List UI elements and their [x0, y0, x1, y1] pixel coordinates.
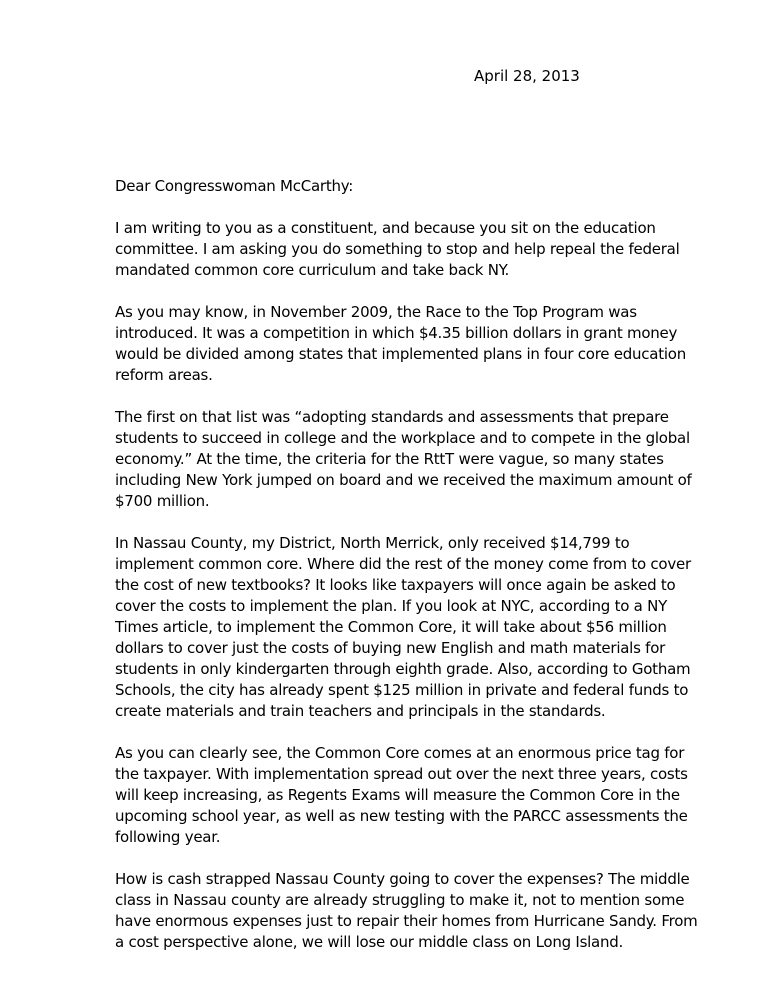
paragraph-line: In Nassau County, my District, North Merrick, only received $14,799 to: [115, 534, 630, 552]
paragraph-line: reform areas.: [115, 366, 213, 384]
paragraph-line: economy.” At the time, the criteria for the RttT were vague, so many states: [115, 450, 664, 468]
paragraph-line: committee. I am asking you do something to stop and help repeal the federal: [115, 240, 680, 258]
paragraph: [115, 407, 692, 512]
paragraph-line: students in only kindergarten through eighth grade. Also, according to Gotham: [115, 660, 691, 678]
paragraph-line: the taxpayer. With implementation spread out over the next three years, costs: [115, 765, 688, 783]
salutation-text: Dear Congresswoman McCarthy:: [115, 177, 354, 195]
paragraph: [115, 218, 680, 281]
paragraph-line: including New York jumped on board and we received the maximum amount of: [115, 471, 692, 489]
letter-date: April 28, 2013: [474, 67, 580, 85]
paragraph-line: introduced. It was a competition in which $4.35 billion dollars in grant money: [115, 324, 678, 342]
paragraph-line: As you may know, in November 2009, the Race to the Top Program was: [115, 303, 637, 321]
letter-paragraphs: [115, 218, 698, 953]
paragraph-line: The first on that list was “adopting standards and assessments that prepare: [115, 408, 669, 426]
paragraph-line: have enormous expenses just to repair their homes from Hurricane Sandy. From: [115, 912, 698, 930]
paragraph-line: Schools, the city has already spent $125 million in private and federal funds to: [115, 681, 689, 699]
paragraph-line: students to succeed in college and the workplace and to compete in the global: [115, 429, 690, 447]
paragraph-line: would be divided among states that implemented plans in four core education: [115, 345, 686, 363]
paragraph-line: a cost perspective alone, we will lose our middle class on Long Island.: [115, 933, 624, 951]
paragraph: [115, 533, 691, 722]
paragraph: [115, 743, 688, 848]
paragraph: [115, 302, 686, 386]
paragraph-line: As you can clearly see, the Common Core comes at an enormous price tag for: [115, 744, 685, 762]
paragraph-line: class in Nassau county are already struggling to make it, not to mention some: [115, 891, 685, 909]
paragraph-line: upcoming school year, as well as new testing with the PARCC assessments the: [115, 807, 688, 825]
paragraph-line: will keep increasing, as Regents Exams will measure the Common Core in the: [115, 786, 680, 804]
paragraph-line: How is cash strapped Nassau County going to cover the expenses? The middle: [115, 870, 690, 888]
paragraph-line: implement common core. Where did the rest of the money come from to cover: [115, 555, 691, 573]
paragraph-line: following year.: [115, 828, 221, 846]
paragraph-line: cover the costs to implement the plan. If you look at NYC, according to a NY: [115, 597, 667, 615]
paragraph-line: mandated common core curriculum and take back NY.: [115, 261, 510, 279]
paragraph-line: $700 million.: [115, 492, 210, 510]
paragraph-line: create materials and train teachers and principals in the standards.: [115, 702, 606, 720]
paragraph-line: the cost of new textbooks? It looks like taxpayers will once again be asked to: [115, 576, 676, 594]
paragraph: [115, 869, 698, 953]
paragraph-line: dollars to cover just the costs of buying new English and math materials for: [115, 639, 666, 657]
paragraph-line: Times article, to implement the Common Core, it will take about $56 million: [115, 618, 667, 636]
paragraph-line: I am writing to you as a constituent, and because you sit on the education: [115, 219, 656, 237]
letter-body: [115, 176, 698, 974]
salutation: [115, 176, 675, 197]
